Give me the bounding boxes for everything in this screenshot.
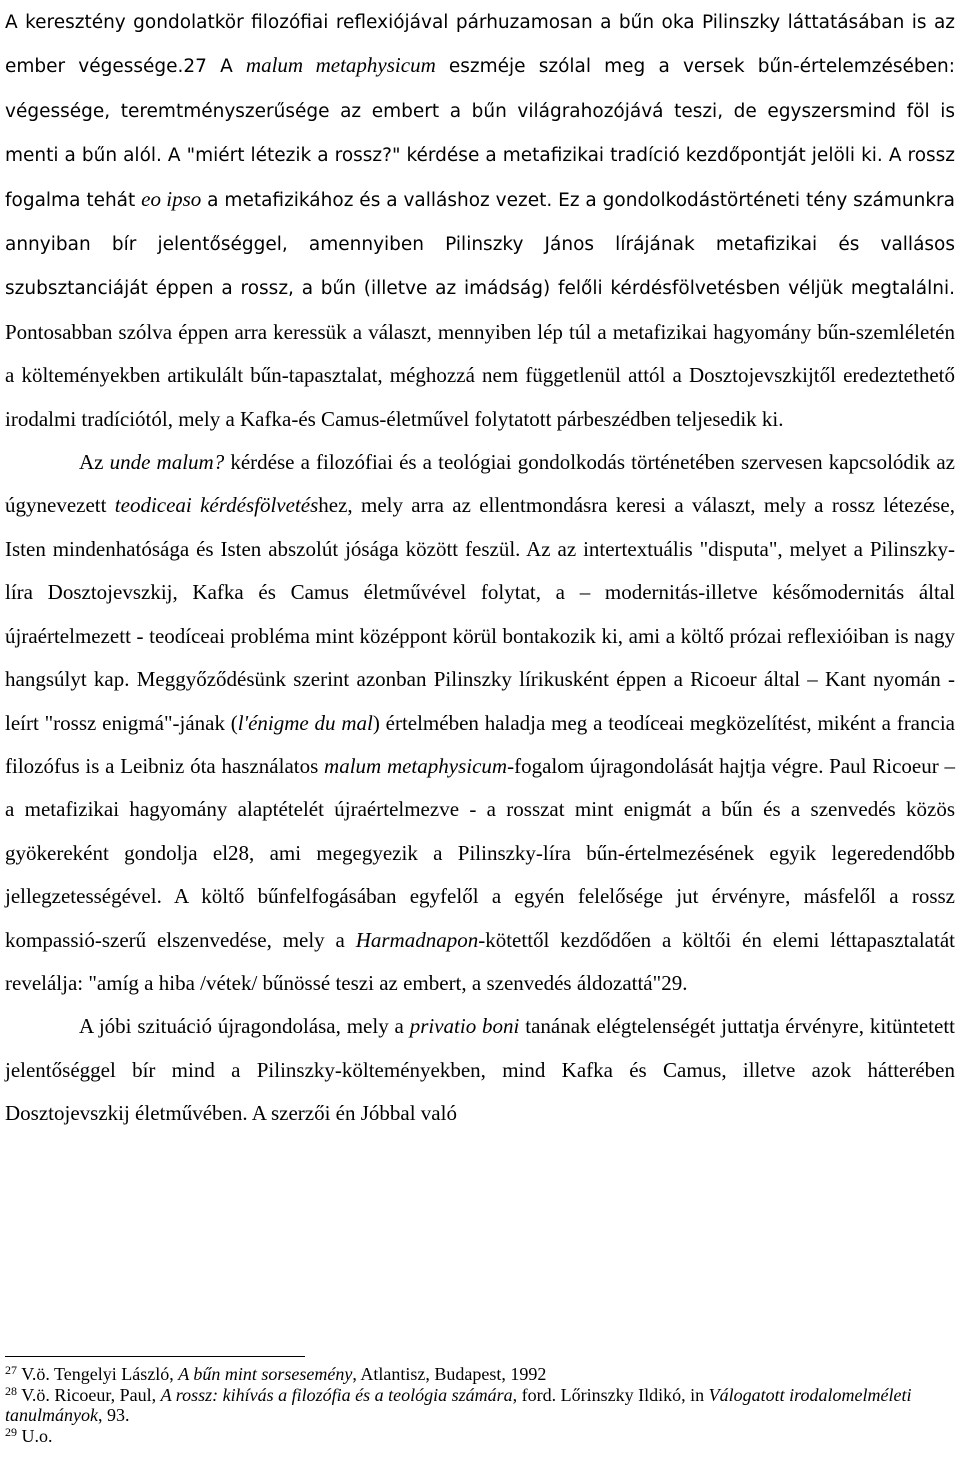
- text-segment: , 93.: [97, 1405, 130, 1425]
- text-segment: eszméje szólal meg a versek bűn-értelemzésében: végessége, teremtményszerűsége az embert a bűn világrahozójává teszi, de egyszersmind föl is menti a bűn alól. A "miért létezik a rossz?" kérdése a metafizikai tradíció kezdőpontját jelöli ki. A rossz fogalma tehát: [5, 56, 955, 211]
- text-segment: , ford. Lőrinszky Ildikó, in: [512, 1384, 709, 1405]
- footnote-number: 29: [5, 1424, 17, 1439]
- italic-text: Válogatott irodalomelméleti tanulmányok: [5, 1384, 912, 1425]
- italic-text: malum metaphysicum: [245, 53, 436, 78]
- italic-text: privatio boni: [409, 1014, 520, 1039]
- text-segment: Az: [79, 450, 110, 475]
- italic-text: A bűn mint sorsesemény: [178, 1364, 353, 1384]
- italic-text: l'énigme du mal: [237, 710, 373, 735]
- footnote-separator: [5, 1356, 305, 1357]
- footnote-29: [5, 1426, 955, 1447]
- text-segment: hez, mely arra az ellentmondásra keresi a választ, mely a rossz létezése, Isten mindenhatósága és Isten abszolút jósága között feszül. Az az intertextuális "disputa", melyet a Pilinszky-líra Dosztojevszkij, Kafka és Camus életművével folytat, a – modernitás-illetve későmodernitás által újraértelmezett - teodíceai probléma mint középpont körül bontakozik ki, ami a költő prózai reflexióiban is nagy hangsúlyt kap. Meggyőződésünk szerint azonban Pilinszky lírikusként éppen a Ricoeur által – Kant nyomán - leírt "rossz enigmá"-jának (: [5, 493, 956, 735]
- italic-text: unde malum?: [109, 450, 225, 475]
- text-segment: V.ö. Tengelyi László,: [21, 1364, 179, 1384]
- text-segment: A jóbi szituáció újragondolása, mely a: [79, 1014, 410, 1039]
- text-segment: V.ö. Ricoeur, Paul,: [21, 1384, 161, 1405]
- text-segment: A keresztény gondolatkör filozófiai reflexiójával párhuzamosan a bűn oka Pilinszky láttatásában is az ember végessége.27 A: [5, 12, 955, 78]
- text-segment: kérdése a filozófiai és a teológiai gondolkodás történetében szervesen kapcsolódik az úgynevezett: [5, 450, 955, 518]
- italic-text: malum metaphysicum: [324, 753, 508, 778]
- text-segment: -fogalom újragondolását hajtja végre. Paul Ricoeur – a metafizikai hagyomány alaptételét újraértelmezve - a rosszat mint enigmát a bűn és a szenvedés közös gyökereként gondolja el28, ami megegyezik a Pilinszky-líra bűn-értelmezésének egyik legeredendőbb jellegzetességével. A költő bűnfelfogásában egyfelől a egyén felelősége jut érvényre, másfelől a rossz kompassió-szerű elszenvedése, mely a: [5, 753, 955, 952]
- paragraph-p3: [5, 1005, 955, 1135]
- text-segment: a metafizikához és a valláshoz vezet. Ez a gondolkodástörténeti tény számunkra annyiban bír jelentőséggel, amennyiben Pilinszky János lírájának metafizikai és vallásos szubsztanciáját éppen a rossz, a bűn (illetve az imádság) felőli kérdésfölvetésben véljük megtalálni.: [5, 189, 955, 300]
- italic-text: teodiceai kérdésfölvetés: [114, 493, 319, 518]
- footnotes: [5, 1364, 955, 1446]
- body-text: [5, 0, 955, 1136]
- footnote-number: 27: [5, 1363, 17, 1377]
- paragraph-p2: [5, 441, 955, 1005]
- paragraph-p1: [5, 0, 955, 441]
- footnote-number: 28: [5, 1383, 17, 1398]
- footnote-27: [5, 1364, 955, 1385]
- italic-text: eo ipso: [141, 186, 202, 211]
- italic-text: A rossz: kihívás a filozófia és a teológia számára: [160, 1384, 513, 1405]
- document-page: [5, 0, 955, 1136]
- text-segment: -kötettől kezdődően a költői én elemi léttapasztalatát revelálja: "amíg a hiba /vétek/ bűnössé teszi az embert, a szenvedés áldozattá"29.: [5, 927, 955, 995]
- text-segment: tanának elégtelenségét juttatja érvényre, kitüntetett jelentőséggel bír mind a Pilinszky-költeményekben, mind Kafka és Camus, illetve azok hátterében Dosztojevszkij életművében. A szerzői én Jóbbal való: [5, 1014, 955, 1126]
- italic-text: Harmadnapon: [355, 927, 479, 952]
- text-segment: Pontosabban szólva éppen arra keressük a választ, mennyiben lép túl a metafizikai hagyomány bűn-szemléletén a költeményekben artikulált bűn-tapasztalat, méghozzá nem függetlenül attól a Dosztojevszkijtől eredeztethető irodalmi tradíciótól, mely a Kafka-és Camus-életművel folytatott párbeszédben teljesedik ki.: [5, 319, 955, 431]
- text-segment: U.o.: [21, 1425, 53, 1446]
- footnote-28: [5, 1385, 955, 1426]
- text-segment: , Atlantisz, Budapest, 1992: [352, 1364, 547, 1384]
- text-segment: ) értelmében haladja meg a teodíceai megközelítést, miként a francia filozófus is a Leibniz óta használatos: [5, 710, 955, 778]
